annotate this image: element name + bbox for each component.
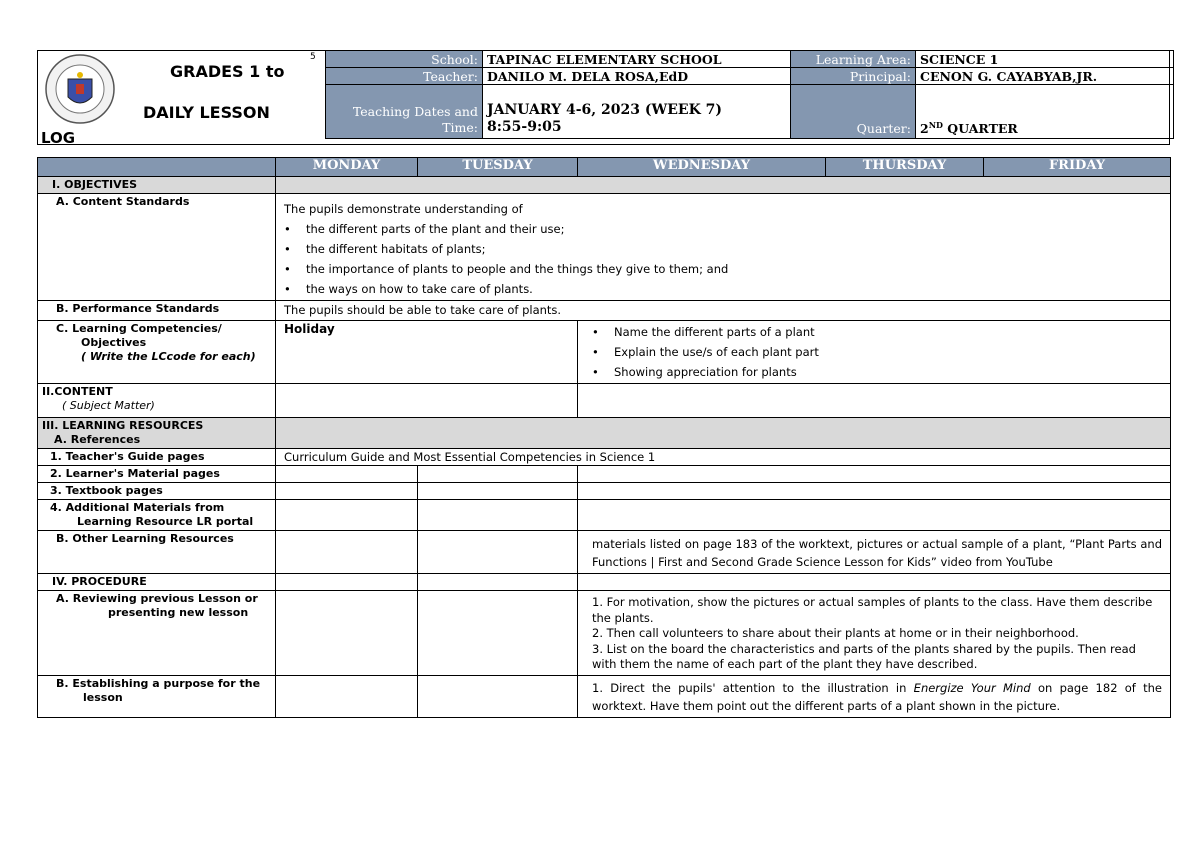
- learning-area-value: SCIENCE 1: [916, 51, 1174, 68]
- objectives-heading-row: [38, 177, 1171, 194]
- learners-material-label: 2. Learner's Material pages: [38, 466, 276, 483]
- performance-standards-label: B. Performance Standards: [38, 301, 276, 321]
- dll-title-sup: 5: [310, 52, 316, 62]
- textbook-label: 3. Textbook pages: [38, 483, 276, 500]
- performance-standards-row: [38, 301, 1171, 321]
- purpose-label: B. Establishing a purpose for the lesson: [38, 675, 276, 717]
- header-info-table: [325, 50, 1174, 139]
- dll-title-line2: DAILY LESSON: [143, 103, 270, 122]
- school-label: School:: [326, 51, 483, 68]
- lesson-table: [37, 157, 1171, 718]
- reviewing-label: A. Reviewing previous Lesson or presenting new lesson: [38, 591, 276, 676]
- content-standards-text: The pupils demonstrate understanding of • the different parts of the plant and their use; • the different habitats of plants; • the importance of plants to people and the things they give to them; and • the ways on how to take care of plants.: [276, 194, 1171, 301]
- procedure-heading: IV. PROCEDURE: [38, 574, 276, 591]
- list-item: • Showing appreciation for plants: [592, 362, 1166, 382]
- competencies-text: [578, 321, 1171, 384]
- day-monday: MONDAY: [276, 158, 418, 177]
- content-standards-label: A. Content Standards: [38, 194, 276, 301]
- day-friday: FRIDAY: [984, 158, 1171, 177]
- purpose-row: [38, 675, 1171, 717]
- content-standards-row: [38, 194, 1171, 301]
- list-item: 2. Then call volunteers to share about their plants at home or in their neighborhood.: [592, 626, 1079, 640]
- dates-value: JANUARY 4-6, 2023 (WEEK 7) 8:55-9:05: [483, 85, 791, 139]
- competencies-label: C. Learning Competencies/ Objectives ( Write the LCcode for each): [38, 321, 276, 384]
- learners-material-row: [38, 466, 1171, 483]
- day-thursday: THURSDAY: [826, 158, 984, 177]
- other-resources-text: materials listed on page 183 of the worktext, pictures or actual sample of a plant, “Plant Parts and Functions | First and Second Grade Science Lesson for Kids” video from YouTube: [578, 531, 1171, 574]
- reviewing-row: [38, 591, 1171, 676]
- principal-label: Principal:: [791, 68, 916, 85]
- teacher-value: DANILO M. DELA ROSA,EdD: [483, 68, 791, 85]
- textbook-row: [38, 483, 1171, 500]
- teacher-label: Teacher:: [326, 68, 483, 85]
- teachers-guide-label: 1. Teacher's Guide pages: [38, 449, 276, 466]
- teachers-guide-row: [38, 449, 1171, 466]
- quarter-value: 2ND QUARTER: [916, 85, 1174, 139]
- additional-materials-row: [38, 500, 1171, 531]
- dll-title-line3: LOG: [41, 129, 76, 147]
- resources-heading-row: [38, 418, 1171, 449]
- days-header-row: [38, 158, 1171, 177]
- list-item: • Name the different parts of a plant: [592, 322, 1166, 342]
- teachers-guide-text: Curriculum Guide and Most Essential Competencies in Science 1: [276, 449, 1171, 466]
- list-item: • the different habitats of plants;: [284, 239, 1166, 259]
- additional-materials-label: 4. Additional Materials from Learning Resource LR portal: [38, 500, 276, 531]
- holiday-cell: Holiday: [276, 321, 578, 384]
- objectives-heading: I. OBJECTIVES: [38, 177, 276, 194]
- day-wednesday: WEDNESDAY: [578, 158, 826, 177]
- other-resources-row: [38, 531, 1171, 574]
- list-item: • the importance of plants to people and the things they give to them; and: [284, 259, 1166, 279]
- deped-seal-icon: [44, 53, 116, 125]
- procedure-heading-row: [38, 574, 1171, 591]
- competencies-row: [38, 321, 1171, 384]
- dates-label: Teaching Dates and Time:: [326, 85, 483, 139]
- content-label: II.CONTENT ( Subject Matter): [38, 384, 276, 418]
- performance-standards-text: The pupils should be able to take care of plants.: [276, 301, 1171, 321]
- other-resources-label: B. Other Learning Resources: [38, 531, 276, 574]
- quarter-label: Quarter:: [791, 85, 916, 139]
- list-item: • the ways on how to take care of plants.: [284, 279, 1166, 299]
- purpose-text: 1. Direct the pupils' attention to the illustration in Energize Your Mind on page 182 of the worktext. Have them point out the different parts of a plant shown in the picture.: [578, 675, 1171, 717]
- content-row: [38, 384, 1171, 418]
- principal-value: CENON G. CAYABYAB,JR.: [916, 68, 1174, 85]
- dll-title-line1: GRADES 1 to: [170, 62, 285, 81]
- list-item: 1. For motivation, show the pictures or actual samples of plants to the class. Have them describe the plants.: [592, 595, 1153, 625]
- reviewing-text: [578, 591, 1171, 676]
- learning-area-label: Learning Area:: [791, 51, 916, 68]
- list-item: • Explain the use/s of each plant part: [592, 342, 1166, 362]
- blank-corner-cell: [38, 158, 276, 177]
- school-value: TAPINAC ELEMENTARY SCHOOL: [483, 51, 791, 68]
- resources-heading: III. LEARNING RESOURCES A. References: [38, 418, 276, 449]
- list-item: 3. List on the board the characteristics and parts of the plants shared by the pupils. Then read with them the name of each part of the plant they have described.: [592, 641, 1136, 671]
- list-item: • the different parts of the plant and their use;: [284, 219, 1166, 239]
- day-tuesday: TUESDAY: [418, 158, 578, 177]
